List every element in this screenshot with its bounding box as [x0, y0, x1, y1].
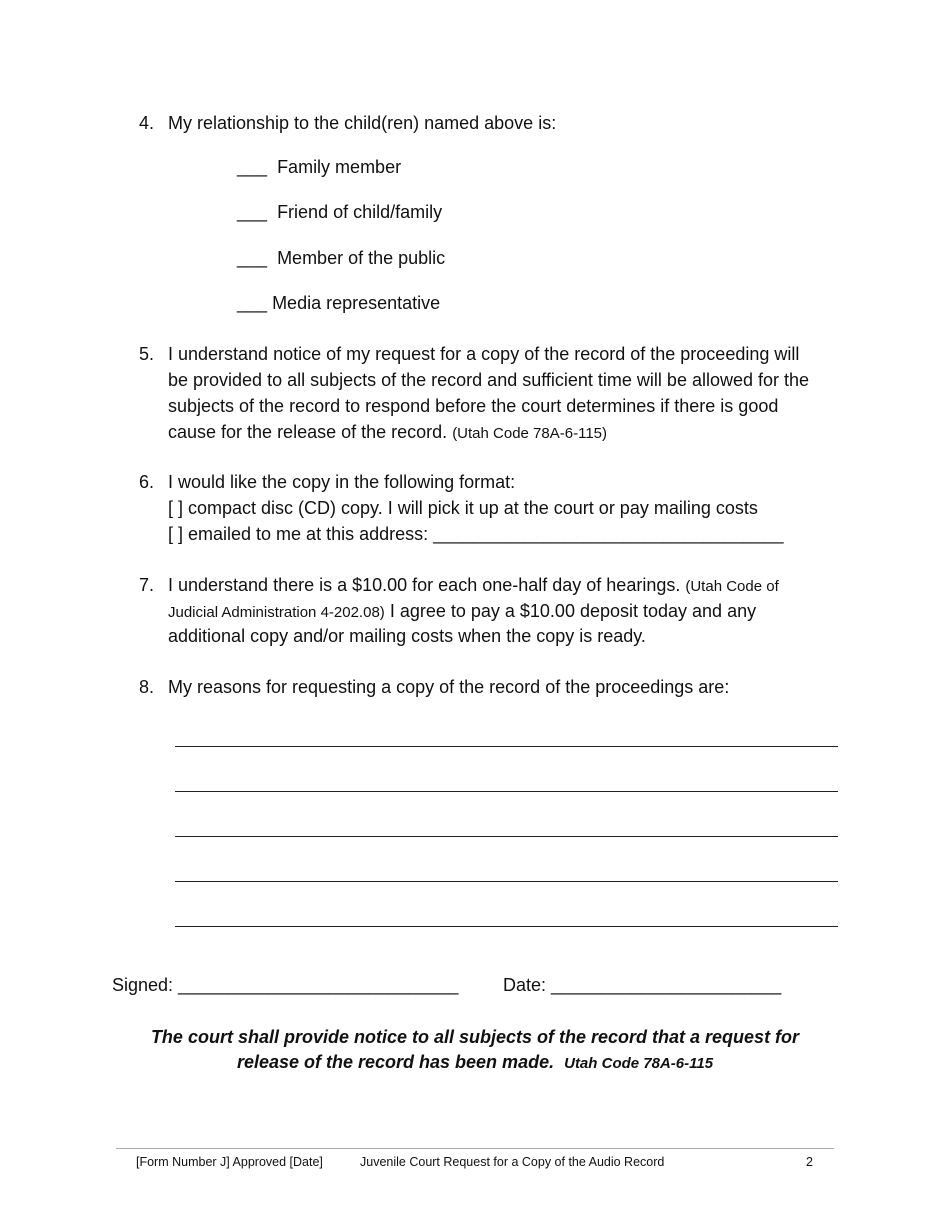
option-label: Member of the public [277, 248, 446, 268]
item-7-line-3: additional copy and/or mailing costs when the copy is ready. [168, 626, 646, 646]
option-blank: ___ [237, 157, 268, 177]
item-4-text: My relationship to the child(ren) named above is: [168, 113, 557, 133]
option-label: Family member [277, 157, 402, 177]
option-family-member[interactable] [237, 157, 401, 178]
footer-page-number: 2 [806, 1155, 813, 1169]
item-5-citation: (Utah Code 78A-6-115) [452, 425, 607, 442]
item-5-line-2: be provided to all subjects of the record and sufficient time will be allowed for the [168, 370, 810, 390]
format-option-email[interactable]: [ ] emailed to me at this address: ___________________________________ [168, 524, 784, 544]
reason-line-5[interactable] [175, 926, 838, 927]
option-label: Media representative [272, 293, 441, 313]
item-5-number: 5. [139, 344, 155, 364]
notice-line-1: The court shall provide notice to all subjects of the record that a request for [150, 1027, 800, 1047]
notice-code: Utah Code 78A-6-115 [564, 1055, 714, 1072]
option-label: Friend of child/family [277, 202, 443, 222]
item-8-number: 8. [139, 677, 155, 697]
item-4-number: 4. [139, 113, 155, 133]
item-5-line-4 [168, 422, 607, 443]
option-blank: ___ [237, 293, 268, 313]
item-6-number: 6. [139, 472, 155, 492]
date-field[interactable]: Date: _______________________ [503, 975, 782, 995]
item-5-line-1: I understand notice of my request for a copy of the record of the proceeding will [168, 344, 800, 364]
format-option-cd[interactable]: [ ] compact disc (CD) copy. I will pick it up at the court or pay mailing costs [168, 498, 758, 518]
option-media-representative[interactable] [237, 293, 440, 314]
item-7-line-1-text: I understand there is a $10.00 for each one-half day of hearings. [168, 575, 681, 595]
item-5-line-3: subjects of the record to respond before the court determines if there is good [168, 396, 779, 416]
option-member-of-public[interactable] [237, 248, 445, 269]
option-blank: ___ [237, 202, 268, 222]
footer-divider [116, 1148, 834, 1149]
option-blank: ___ [237, 248, 268, 268]
reason-line-3[interactable] [175, 836, 838, 837]
reason-line-4[interactable] [175, 881, 838, 882]
notice-line-2 [0, 1052, 950, 1073]
item-7-line-2-text: I agree to pay a $10.00 deposit today and any [389, 601, 757, 621]
item-7-line-2 [168, 601, 756, 622]
item-8-text: My reasons for requesting a copy of the record of the proceedings are: [168, 677, 730, 697]
signature-field[interactable]: Signed: ____________________________ [112, 975, 459, 995]
item-7-citation-part-1: (Utah Code of [685, 578, 779, 595]
item-7-citation-part-2: Judicial Administration 4-202.08) [168, 604, 385, 621]
item-6-text: I would like the copy in the following format: [168, 472, 516, 492]
option-friend[interactable] [237, 202, 442, 223]
item-5-line-4-text: cause for the release of the record. [168, 422, 448, 442]
reason-line-1[interactable] [175, 746, 838, 747]
footer-title: Juvenile Court Request for a Copy of the Audio Record [360, 1155, 665, 1169]
reason-line-2[interactable] [175, 791, 838, 792]
item-7-line-1 [168, 575, 779, 596]
footer-form-number: [Form Number J] Approved [Date] [136, 1155, 323, 1169]
item-7-number: 7. [139, 575, 155, 595]
notice-line-2-text: release of the record has been made. [236, 1052, 555, 1072]
